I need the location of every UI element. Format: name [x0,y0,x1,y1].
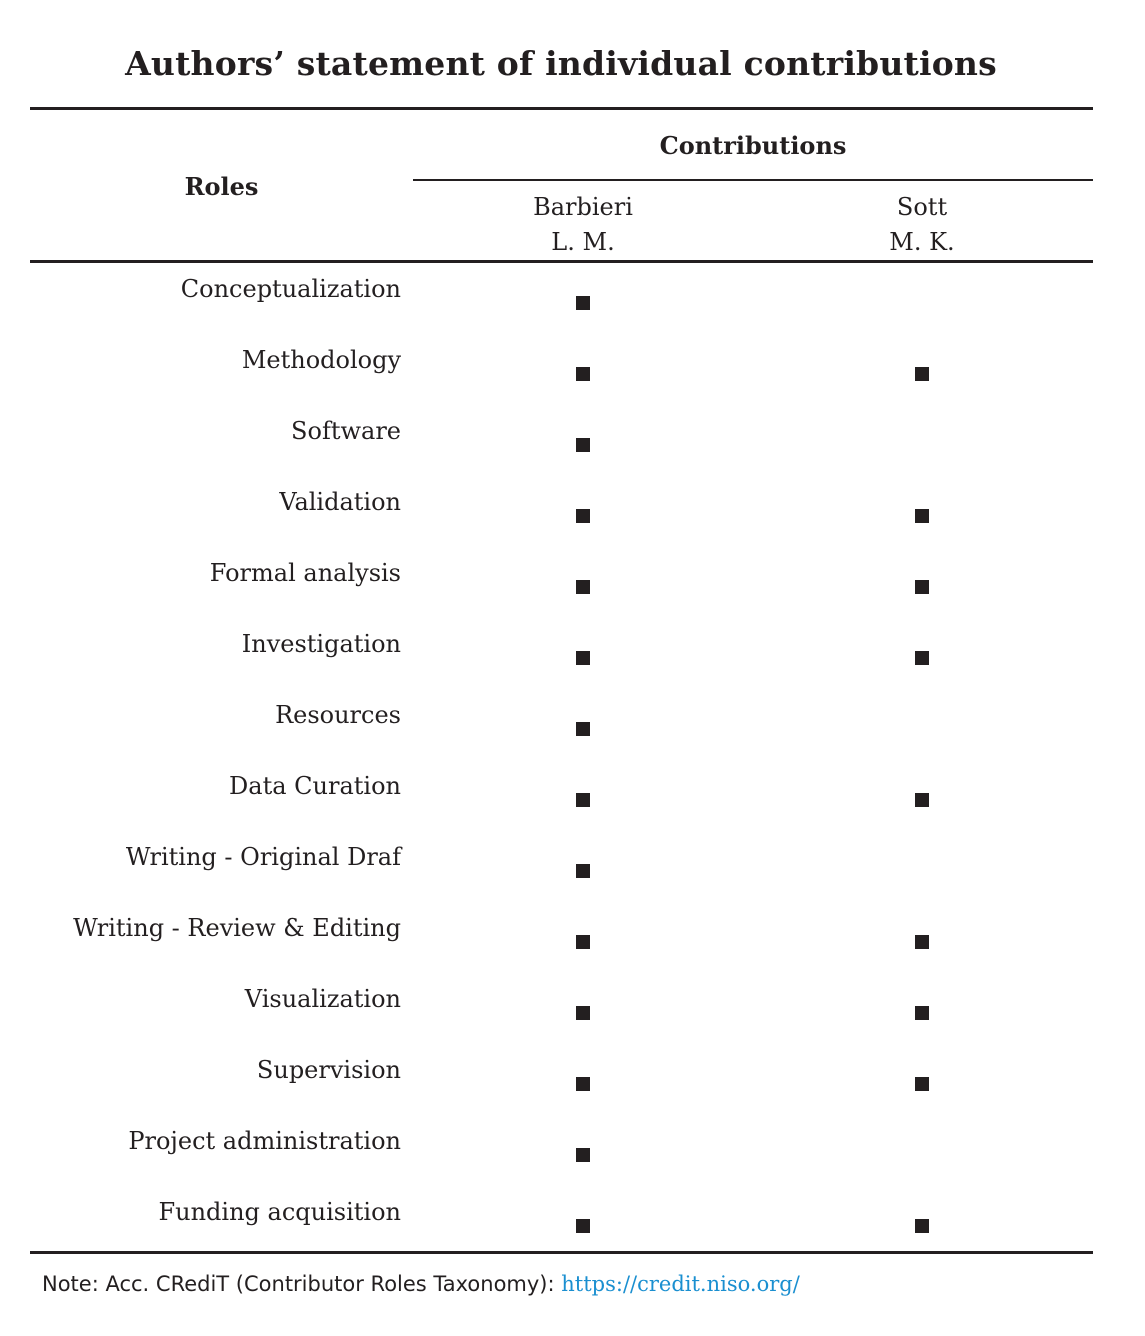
top-rule [30,107,1093,110]
contribution-mark-icon [576,651,590,665]
header-rule [30,260,1093,263]
role-label: Resources [275,701,401,729]
role-label: Software [291,417,401,445]
role-label: Supervision [256,1056,401,1084]
table-row [30,1046,1093,1117]
credit-link[interactable]: https://credit.niso.org/ [561,1272,800,1296]
role-label: Project administration [128,1127,401,1155]
table-row [30,265,1093,336]
bottom-rule [30,1251,1093,1254]
author-surname: Barbieri [533,193,633,221]
table-row [30,691,1093,762]
contribution-mark-icon [576,864,590,878]
role-label: Funding acquisition [158,1198,401,1226]
contribution-mark-icon [915,509,929,523]
contribution-mark-icon [576,367,590,381]
contribution-mark-icon [576,722,590,736]
role-label: Writing - Review & Editing [73,914,401,942]
table-row [30,975,1093,1046]
contribution-mark-icon [915,651,929,665]
contribution-mark-icon [576,1077,590,1091]
table-row [30,1117,1093,1188]
contribution-mark-icon [915,793,929,807]
contribution-mark-icon [576,1006,590,1020]
contribution-mark-icon [576,1148,590,1162]
contribution-mark-icon [576,935,590,949]
author-column-header [433,190,733,260]
table-row [30,833,1093,904]
role-label: Writing - Original Draf [125,843,401,871]
contribution-mark-icon [915,580,929,594]
contribution-mark-icon [576,509,590,523]
role-label: Methodology [241,346,401,374]
note-text: Note: Acc. CRediT (Contributor Roles Taxonomy): [42,1272,562,1296]
roles-header: Roles [184,172,259,201]
contribution-mark-icon [576,793,590,807]
contribution-mark-icon [915,1219,929,1233]
table-row [30,549,1093,620]
contribution-mark-icon [576,1219,590,1233]
role-label: Visualization [244,985,401,1013]
contribution-mark-icon [915,367,929,381]
contribution-mark-icon [576,296,590,310]
role-label: Data Curation [229,772,401,800]
role-label: Validation [279,488,401,516]
contribution-mark-icon [915,1077,929,1091]
role-label: Investigation [241,630,401,658]
contribution-mark-icon [576,438,590,452]
contribution-mark-icon [915,1006,929,1020]
table-note [42,1272,800,1296]
contributions-header: Contributions [659,131,847,160]
author-column-header [772,190,1072,260]
table-title: Authors’ statement of individual contributions [125,44,997,83]
table-row [30,620,1093,691]
author-surname: Sott [896,193,948,221]
table-row [30,904,1093,975]
contribution-mark-icon [576,580,590,594]
table-row [30,407,1093,478]
role-label: Formal analysis [209,559,401,587]
contribution-mark-icon [915,935,929,949]
table-row [30,478,1093,549]
author-initials: L. M. [551,228,615,256]
role-label: Conceptualization [180,275,401,303]
table-row [30,1188,1093,1259]
author-initials: M. K. [889,228,955,256]
table-row [30,336,1093,407]
table-row [30,762,1093,833]
contributions-rule [413,179,1093,181]
